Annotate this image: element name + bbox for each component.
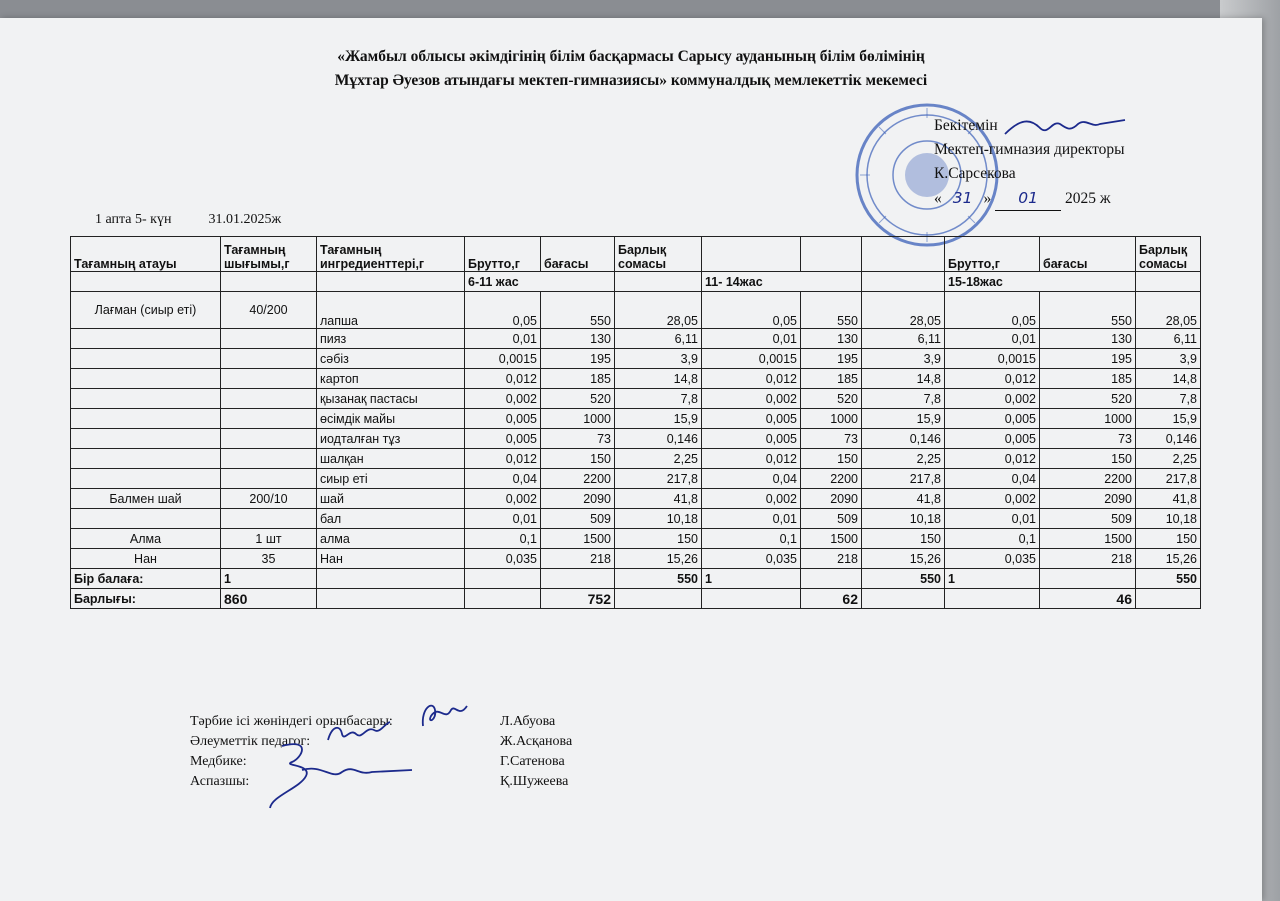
value-cell: 0,146: [862, 429, 945, 449]
dish-yield: 40/200: [221, 292, 317, 329]
value-cell: 2200: [1040, 469, 1136, 489]
value-cell: 15,26: [1136, 549, 1201, 569]
value-cell: 0,04: [945, 469, 1040, 489]
ingredient-name: иодталған тұз: [317, 429, 465, 449]
value-cell: 7,8: [615, 389, 702, 409]
value-cell: 6,11: [862, 329, 945, 349]
table-row: [71, 489, 1201, 509]
value-cell: 0,01: [465, 509, 541, 529]
dish-name: Нан: [71, 549, 221, 569]
value-cell: 0,0015: [465, 349, 541, 369]
value-cell: 217,8: [615, 469, 702, 489]
value-cell: 509: [801, 509, 862, 529]
dish-name: [71, 449, 221, 469]
dish-yield: [221, 389, 317, 409]
header-name: Тағамның атауы: [71, 237, 221, 272]
value-cell: 2,25: [862, 449, 945, 469]
value-cell: 15,9: [1136, 409, 1201, 429]
age-group-2: 11- 14жас: [702, 272, 862, 292]
table-row: [71, 529, 1201, 549]
approval-day: 31: [952, 189, 973, 207]
value-cell: 7,8: [1136, 389, 1201, 409]
header-brutto: Брутто,г: [465, 237, 541, 272]
value-cell: 0,04: [702, 469, 801, 489]
value-cell: 73: [801, 429, 862, 449]
value-cell: 6,11: [615, 329, 702, 349]
value-cell: 14,8: [1136, 369, 1201, 389]
value-cell: 15,9: [862, 409, 945, 429]
ingredient-name: өсімдік майы: [317, 409, 465, 429]
value-cell: 0,002: [945, 389, 1040, 409]
value-cell: 0,01: [945, 329, 1040, 349]
value-cell: 0,012: [702, 449, 801, 469]
dish-yield: 1 шт: [221, 529, 317, 549]
table-row: [71, 429, 1201, 449]
dish-yield: [221, 449, 317, 469]
value-cell: 0,05: [702, 292, 801, 329]
value-cell: 0,005: [702, 409, 801, 429]
value-cell: 0,012: [945, 449, 1040, 469]
value-cell: 509: [1040, 509, 1136, 529]
value-cell: 3,9: [615, 349, 702, 369]
age-group-1: 6-11 жас: [465, 272, 615, 292]
value-cell: 0,002: [465, 389, 541, 409]
value-cell: 218: [541, 549, 615, 569]
value-cell: 520: [1040, 389, 1136, 409]
value-cell: 130: [541, 329, 615, 349]
value-cell: 0,005: [702, 429, 801, 449]
age-group-row: [71, 272, 1201, 292]
value-cell: 3,9: [1136, 349, 1201, 369]
dish-name: [71, 469, 221, 489]
approval-position: Мектеп-гимназия директоры: [934, 141, 1125, 158]
dish-name: Алма: [71, 529, 221, 549]
header-price-3: бағасы: [1040, 237, 1136, 272]
table-row: [71, 409, 1201, 429]
value-cell: 550: [1040, 292, 1136, 329]
value-cell: 150: [615, 529, 702, 549]
value-cell: 10,18: [862, 509, 945, 529]
per-child-sum-2: 550: [862, 569, 945, 589]
total-label: Барлығы:: [71, 589, 221, 609]
value-cell: 150: [541, 449, 615, 469]
total-value-3: 62: [801, 589, 862, 609]
value-cell: 185: [541, 369, 615, 389]
value-cell: 217,8: [862, 469, 945, 489]
value-cell: 28,05: [1136, 292, 1201, 329]
value-cell: 7,8: [862, 389, 945, 409]
value-cell: 0,04: [465, 469, 541, 489]
signature-row: Әлеуметтік педагог: Ж.Асқанова: [190, 734, 573, 749]
value-cell: 1500: [1040, 529, 1136, 549]
value-cell: 0,012: [945, 369, 1040, 389]
value-cell: 6,11: [1136, 329, 1201, 349]
table-row: [71, 369, 1201, 389]
total-value-2: 752: [541, 589, 615, 609]
ingredient-name: сәбіз: [317, 349, 465, 369]
value-cell: 0,005: [465, 429, 541, 449]
value-cell: 0,1: [465, 529, 541, 549]
value-cell: 0,01: [702, 329, 801, 349]
value-cell: 0,002: [702, 489, 801, 509]
signature-row: Аспазшы: Қ.Шужеева: [190, 774, 569, 789]
value-cell: 1000: [541, 409, 615, 429]
value-cell: 1000: [801, 409, 862, 429]
per-child-sum-1: 550: [615, 569, 702, 589]
value-cell: 218: [1040, 549, 1136, 569]
total-row: [71, 589, 1201, 609]
dish-yield: [221, 469, 317, 489]
dish-name: [71, 429, 221, 449]
per-child-count-2: 1: [702, 569, 801, 589]
value-cell: 15,26: [615, 549, 702, 569]
table-row: [71, 509, 1201, 529]
value-cell: 150: [1040, 449, 1136, 469]
value-cell: 10,18: [1136, 509, 1201, 529]
director-signature: [1000, 114, 1130, 144]
value-cell: 0,035: [465, 549, 541, 569]
ingredient-name: шай: [317, 489, 465, 509]
header-yield: Тағамның шығымы,г: [221, 237, 317, 272]
ingredient-name: лапша: [317, 292, 465, 329]
week-day: 1 апта 5- күн: [95, 212, 172, 227]
value-cell: 41,8: [862, 489, 945, 509]
header-total: Барлық сомасы: [615, 237, 702, 272]
total-value-4: 46: [1040, 589, 1136, 609]
value-cell: 130: [801, 329, 862, 349]
dish-name: [71, 349, 221, 369]
value-cell: 0,01: [702, 509, 801, 529]
value-cell: 3,9: [862, 349, 945, 369]
value-cell: 550: [541, 292, 615, 329]
total-value-1: 860: [221, 589, 317, 609]
per-child-row: [71, 569, 1201, 589]
ingredient-name: алма: [317, 529, 465, 549]
header-brutto-3: Брутто,г: [945, 237, 1040, 272]
dish-name: [71, 409, 221, 429]
approval-month: 01: [995, 186, 1061, 211]
value-cell: 130: [1040, 329, 1136, 349]
value-cell: 0,005: [465, 409, 541, 429]
value-cell: 10,18: [615, 509, 702, 529]
per-child-label: Бір балаға:: [71, 569, 221, 589]
table-row: [71, 389, 1201, 409]
value-cell: 15,9: [615, 409, 702, 429]
value-cell: 14,8: [862, 369, 945, 389]
value-cell: 185: [801, 369, 862, 389]
value-cell: 0,146: [1136, 429, 1201, 449]
value-cell: 0,035: [702, 549, 801, 569]
value-cell: 0,012: [465, 449, 541, 469]
value-cell: 195: [801, 349, 862, 369]
value-cell: 0,0015: [945, 349, 1040, 369]
dish-yield: [221, 349, 317, 369]
dish-yield: [221, 369, 317, 389]
value-cell: 520: [801, 389, 862, 409]
dish-yield: 200/10: [221, 489, 317, 509]
value-cell: 217,8: [1136, 469, 1201, 489]
table-row: [71, 549, 1201, 569]
value-cell: 150: [1136, 529, 1201, 549]
dish-yield: [221, 409, 317, 429]
ingredient-name: шалқан: [317, 449, 465, 469]
value-cell: 28,05: [615, 292, 702, 329]
value-cell: 0,005: [945, 409, 1040, 429]
value-cell: 509: [541, 509, 615, 529]
approval-title: Бекітемін: [934, 117, 998, 134]
table-row: [71, 469, 1201, 489]
dish-name: Лағман (сиыр еті): [71, 292, 221, 329]
value-cell: 41,8: [1136, 489, 1201, 509]
value-cell: 2200: [541, 469, 615, 489]
dish-name: [71, 369, 221, 389]
value-cell: 0,1: [945, 529, 1040, 549]
value-cell: 28,05: [862, 292, 945, 329]
value-cell: 2090: [541, 489, 615, 509]
dish-yield: [221, 429, 317, 449]
value-cell: 41,8: [615, 489, 702, 509]
deputy-signature: [415, 696, 475, 732]
ingredient-name: Нан: [317, 549, 465, 569]
menu-date: 31.01.2025ж: [208, 212, 282, 227]
dish-name: [71, 329, 221, 349]
value-cell: 1000: [1040, 409, 1136, 429]
value-cell: 2090: [1040, 489, 1136, 509]
value-cell: 1500: [801, 529, 862, 549]
ingredient-name: картоп: [317, 369, 465, 389]
value-cell: 2,25: [615, 449, 702, 469]
dish-name: [71, 389, 221, 409]
per-child-sum-3: 550: [1136, 569, 1201, 589]
value-cell: 0,05: [945, 292, 1040, 329]
value-cell: 150: [862, 529, 945, 549]
nurse-cook-signature: [262, 736, 422, 816]
value-cell: 0,035: [945, 549, 1040, 569]
table-row: [71, 329, 1201, 349]
org-title-line2: Мұхтар Әуезов атындағы мектеп-гимназиясы» коммуналдық мемлекеттік мекемесі: [334, 72, 928, 89]
value-cell: 185: [1040, 369, 1136, 389]
date-line: [95, 212, 281, 228]
table-header-row: [71, 237, 1201, 272]
value-cell: 550: [801, 292, 862, 329]
menu-table: [70, 236, 1201, 609]
dish-yield: 35: [221, 549, 317, 569]
value-cell: 520: [541, 389, 615, 409]
ingredient-name: қызанақ пастасы: [317, 389, 465, 409]
header-price: бағасы: [541, 237, 615, 272]
value-cell: 0,002: [465, 489, 541, 509]
ingredient-name: бал: [317, 509, 465, 529]
value-cell: 0,1: [702, 529, 801, 549]
value-cell: 0,05: [465, 292, 541, 329]
value-cell: 0,01: [945, 509, 1040, 529]
signature-row: Тәрбие ісі жөніндегі орынбасары: Л.Абуова: [190, 714, 556, 729]
value-cell: 2,25: [1136, 449, 1201, 469]
approval-name: К.Сарсекова: [934, 165, 1016, 182]
header-ingredients: Тағамның ингредиенттері,г: [317, 237, 465, 272]
document-sheet: [0, 18, 1262, 901]
approval-date-close: »: [983, 190, 992, 207]
per-child-count: 1: [221, 569, 317, 589]
approval-date: [934, 186, 1125, 211]
value-cell: 195: [541, 349, 615, 369]
value-cell: 195: [1040, 349, 1136, 369]
dish-yield: [221, 509, 317, 529]
value-cell: 218: [801, 549, 862, 569]
value-cell: 0,146: [615, 429, 702, 449]
per-child-count-3: 1: [945, 569, 1040, 589]
approval-year: 2025 ж: [1065, 190, 1111, 207]
value-cell: 15,26: [862, 549, 945, 569]
signature-row: Медбике: Г.Сатенова: [190, 754, 565, 769]
table-row: [71, 349, 1201, 369]
header-total-3: Барлық сомасы: [1136, 237, 1201, 272]
value-cell: 0,002: [702, 389, 801, 409]
table-row: [71, 449, 1201, 469]
value-cell: 73: [1040, 429, 1136, 449]
value-cell: 2090: [801, 489, 862, 509]
dish-name: Балмен шай: [71, 489, 221, 509]
ingredient-name: пияз: [317, 329, 465, 349]
value-cell: 73: [541, 429, 615, 449]
org-title-line1: «Жамбыл облысы әкімдігінің білім басқармасы Сарысу ауданының білім бөлімінің: [337, 48, 925, 65]
value-cell: 0,005: [945, 429, 1040, 449]
value-cell: 2200: [801, 469, 862, 489]
age-group-3: 15-18жас: [945, 272, 1136, 292]
value-cell: 14,8: [615, 369, 702, 389]
dish-name: [71, 509, 221, 529]
approval-date-open: «: [934, 190, 942, 207]
table-row: [71, 292, 1201, 329]
value-cell: 0,002: [945, 489, 1040, 509]
value-cell: 150: [801, 449, 862, 469]
dish-yield: [221, 329, 317, 349]
value-cell: 0,012: [465, 369, 541, 389]
value-cell: 0,01: [465, 329, 541, 349]
value-cell: 0,012: [702, 369, 801, 389]
ingredient-name: сиыр еті: [317, 469, 465, 489]
value-cell: 1500: [541, 529, 615, 549]
value-cell: 0,0015: [702, 349, 801, 369]
